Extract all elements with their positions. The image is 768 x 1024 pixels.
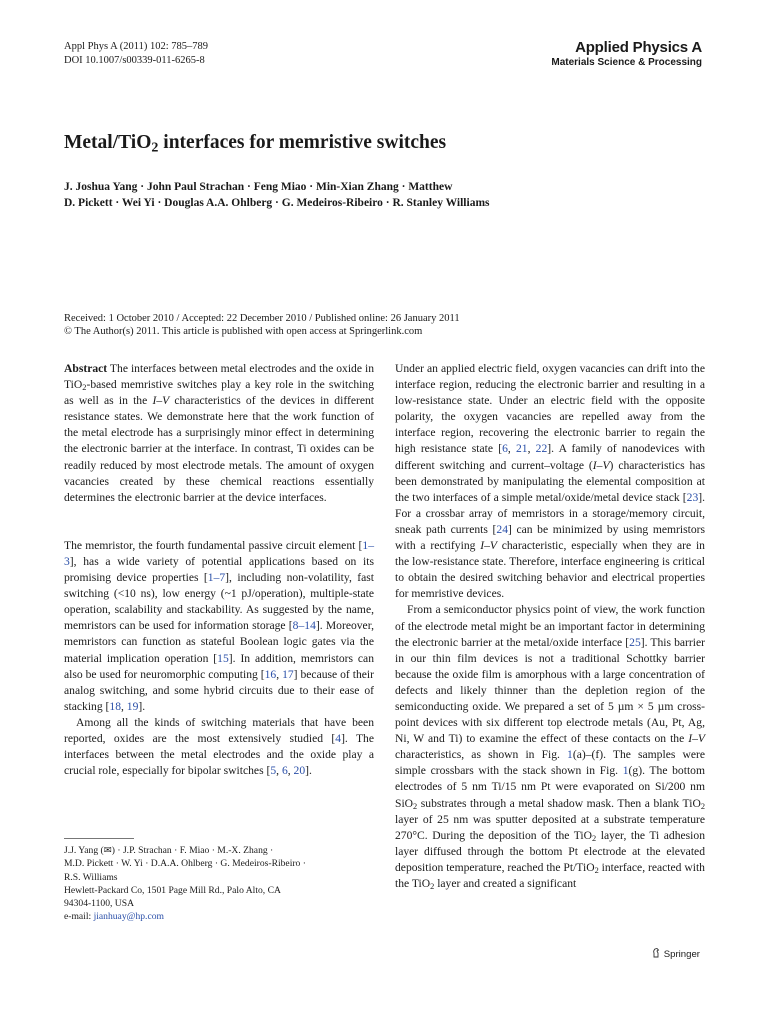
section-gap <box>64 506 374 538</box>
citation-link[interactable]: 4 <box>335 731 342 745</box>
citation-link[interactable]: 24 <box>496 522 508 536</box>
abstract: Abstract The interfaces between metal electrodes and the oxide in TiO$_2$-based memristive switches play a key role in the switching as well as in the I–V characteristics of the devices in different resistance states. We demonstrate here that the work function of the metal electrode has a surprisingly minor effect in determining the electronic barrier at the interface. In contrast, Ti oxides can be readily reduced by most electrode metals. The amount of oxygen vacancies created by these chemical reactions essentially determines the electronic barrier at the device interfaces. <box>64 362 374 504</box>
citation-link[interactable]: 23 <box>686 490 699 504</box>
citation-link[interactable]: 18 <box>109 699 121 713</box>
dates-line: Received: 1 October 2010 / Accepted: 22 December 2010 / Published online: 26 January 2011 <box>64 313 460 324</box>
intro-paragraph-1: The memristor, the fourth fundamental passive circuit element [1–3], has a wide variety of potential applications based on its promising device properties [1–7], including non-volatility, fast switching (<10 ns), low energy (~1 pJ/operation), multiple-state operation, scalability and stackability. As suggested by the name, memristors can be used for information storage [8–14]. Moreover, memristors can function as stateful Boolean logic gates via the material implication operation [15]. In addition, memristors can also be used for neuromorphic computing [16, 17] because of their analog switching, and some hybrid circuits due to their ease of stacking [18, 19]. <box>64 538 375 713</box>
authors-line-2: D. Pickett · Wei Yi · Douglas A.A. Ohlberg · G. Medeiros-Ribeiro · R. Stanley Williams <box>64 197 490 209</box>
citation-link[interactable]: 1–3 <box>64 538 374 568</box>
citation-link[interactable]: 17 <box>282 667 294 681</box>
right-column <box>395 361 705 892</box>
citation-link[interactable]: 21 <box>515 442 528 456</box>
citation-link[interactable]: 5 <box>270 764 277 778</box>
author-affiliation-footnote: J.J. Yang (✉) · J.P. Strachan · F. Miao · M.-X. Zhang · M.D. Pickett · W. Yi · D.A.A. Ohlberg · G. Medeiros-Ribeiro · R.S. Williams Hewlett-Packard Co, 1501 Page Mill Rd., Palo Alto, CA 94304-1100, USA e-mail: jianhuay@hp.com <box>64 845 306 923</box>
journal-subtitle: Materials Science & Processing <box>551 57 702 68</box>
author-list <box>64 179 624 211</box>
publication-dates <box>64 312 704 338</box>
intro-paragraph-2: Among all the kinds of switching materials that have been reported, oxides are the most extensively studied [4]. The interfaces between the metal electrodes and the oxide play a crucial role, especially for bipolar switches [5, 6, 20]. <box>64 715 374 778</box>
citation-link[interactable]: 16 <box>264 667 277 681</box>
citation-link[interactable]: 19 <box>126 699 139 713</box>
citation-link[interactable]: 25 <box>629 635 641 649</box>
authors-line-1: J. Joshua Yang · John Paul Strachan · Feng Miao · Min-Xian Zhang · Matthew <box>64 181 453 193</box>
citation-link[interactable]: 1–7 <box>207 571 226 585</box>
citation-link[interactable]: 22 <box>535 442 548 456</box>
citation-link[interactable]: 15 <box>217 651 229 665</box>
springer-horse-icon <box>652 948 661 961</box>
journal-logo <box>551 39 702 68</box>
copyright-line: © The Author(s) 2011. This article is published with open access at Springerlink.com <box>64 326 423 337</box>
citation-link[interactable]: 6 <box>281 764 288 778</box>
doi: DOI 10.1007/s00339-011-6265-8 <box>64 55 205 66</box>
body-paragraph-1: Under an applied electric field, oxygen vacancies can drift into the interface region, reducing the electronic barrier and resulting in a low-resistance state. Under an electric field with the opposite polarity, the oxygen vacancies are repelled away from the interface region, recovering the electronic barrier to regain the high resistance state [6, 21, 22]. A family of nanodevices with different switching and current–voltage (I–V) characteristics has been demonstrated by manipulating the elemental composition at the two interfaces of a simple metal/oxide/metal device stack [23]. For a crossbar array of memristors in a storage/memory circuit, sneak path currents [24] can be minimized by using memristors with a rectifying I–V characteristic, especially when they are in the low-resistance state. Therefore, interface engineering is critical to obtain the desired switching behavior and electrical properties for memristive devices. <box>395 362 705 601</box>
paper-title: Metal/TiO$_2$ interfaces for memristive switches <box>64 132 447 156</box>
footnote-divider <box>64 838 134 839</box>
email-link[interactable]: jianhuay@hp.com <box>93 911 164 923</box>
citation: Appl Phys A (2011) 102: 785–789 <box>64 41 208 52</box>
citation-header <box>64 40 208 68</box>
left-column <box>64 361 374 779</box>
figure-link[interactable]: 1 <box>622 764 629 778</box>
journal-name: Applied Physics A <box>575 39 702 56</box>
abstract-label: Abstract <box>64 362 108 375</box>
publisher-logo <box>652 948 700 961</box>
citation-link[interactable]: 6 <box>502 442 508 456</box>
publisher-name: Springer <box>663 949 700 960</box>
citation-link[interactable]: 8–14 <box>292 619 316 633</box>
citation-link[interactable]: 20 <box>293 764 306 778</box>
body-paragraph-2: From a semiconductor physics point of view, the work function of the electrode metal might be an important factor in determining the electronic barrier at the metal/oxide interface [25]. This barrier in our thin film devices is not a traditional Schottky barrier because the oxide film is amorphous with a large concentration of defects and likely thinner than the depletion region of the semiconducting oxide. We prepared a set of 5 µm × 5 µm cross-point devices with six different top electrode metals (Au, Pt, Ag, Ni, W and Ti) to examine the effect of these contacts on the I–V characteristics, as shown in Fig. 1(a)–(f). The samples were simple crossbars with the stack shown in Fig. 1(g). The bottom electrodes of 5 nm Ti/15 nm Pt were evaporated on Si/200 nm SiO$_2$ substrates through a metal shadow mask. Then a blank TiO$_2$ layer of 25 nm was sputter deposited at a substrate temperature 270°C. During the deposition of the TiO$_2$ layer, the Ti adhesion layer diffused through the bottom Pt electrode at the elevated deposition temperature, reached the Pt/TiO$_2$ interface, reacted with the TiO$_2$ layer and created a significant <box>395 603 705 892</box>
figure-link[interactable]: 1 <box>567 748 573 762</box>
